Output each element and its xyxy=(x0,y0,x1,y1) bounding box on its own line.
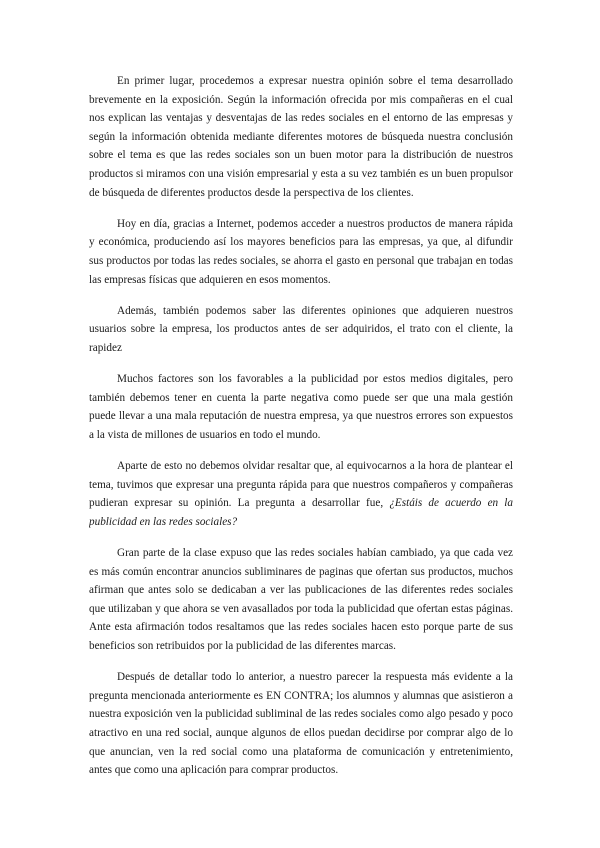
paragraph-3-text: Además, también podemos saber las diferentes opiniones que adquieren nuestros usuarios sobre la empresa, los productos antes de ser adquiridos, el trato con el cliente, la rapidez xyxy=(89,304,513,354)
document-page xyxy=(89,72,513,842)
paragraph-2-text: Hoy en día, gracias a Internet, podemos acceder a nuestros productos de manera rápida y económica, produciendo así los mayores beneficios para las empresas, ya que, al difundir sus productos por todas las redes sociales, se ahorra el gasto en personal que trabajan en todas las empresas físicas que adquieren en esos momentos. xyxy=(89,217,513,286)
survey-question: ¿Estáis de acuerdo en la publicidad en las redes sociales? xyxy=(89,497,513,528)
paragraph-5-text: Aparte de esto no debemos olvidar resaltar que, al equivocarnos a la hora de plantear el tema, tuvimos que expresar una pregunta rápida para que nuestros compañeros y compañeras pudieran expresar su opinión. La pregunta a desarrollar fue, xyxy=(89,460,513,510)
paragraph-6 xyxy=(89,544,513,656)
paragraph-6-text: Gran parte de la clase expuso que las redes sociales habían cambiado, ya que cada vez es más común encontrar anuncios subliminares de paginas que ofertan sus productos, muchos afirman que antes solo se dedicaban a ver las publicaciones de las diferentes redes sociales que utilizaban y que ahora se ven avasallados por toda la publicidad que ofertan estas páginas. Ante esta afirmación todos resaltamos que las redes sociales hacen esto porque parte de sus beneficios son retribuidos por la publicidad de las diferentes marcas. xyxy=(89,547,513,652)
paragraph-1 xyxy=(89,72,513,202)
paragraph-3 xyxy=(89,302,513,358)
paragraph-7 xyxy=(89,668,513,780)
paragraph-2 xyxy=(89,215,513,289)
paragraph-1-text: En primer lugar, procedemos a expresar nuestra opinión sobre el tema desarrollado brevemente en la exposición. Según la información ofrecida por mis compañeras en el cual nos explican las ventajas y desventajas de las redes sociales en el entorno de las empresas y según la información obtenida mediante diferentes motores de búsqueda nuestra conclusión sobre el tema es que las redes sociales son un buen motor para la distribución de nuestros productos si miramos con una visión empresarial y esta a su vez también es un buen propulsor de búsqueda de diferentes productos desde la perspectiva de los clientes. xyxy=(89,75,513,199)
paragraph-4-text: Muchos factores son los favorables a la publicidad por estos medios digitales, pero también debemos tener en cuenta la parte negativa como puede ser que una mala gestión puede llevar a una mala reputación de nuestra empresa, ya que nuestros errores son expuestos a la vista de millones de usuarios en todo el mundo. xyxy=(89,373,513,441)
paragraph-7-text: Después de detallar todo lo anterior, a nuestro parecer la respuesta más evidente a la pregunta mencionada anteriormente es EN CONTRA; los alumnos y alumnas que asistieron a nuestra exposición ven la publicidad subliminal de las redes sociales como algo pesado y poco atractivo en una red social, aunque algunos de ellos puedan decidirse por comprar algo de lo que anuncian, ven la red social como una plataforma de comunicación y entretenimiento, antes que como una aplicación para comprar productos. xyxy=(89,671,513,777)
paragraph-5 xyxy=(89,457,513,531)
paragraph-4 xyxy=(89,370,513,444)
